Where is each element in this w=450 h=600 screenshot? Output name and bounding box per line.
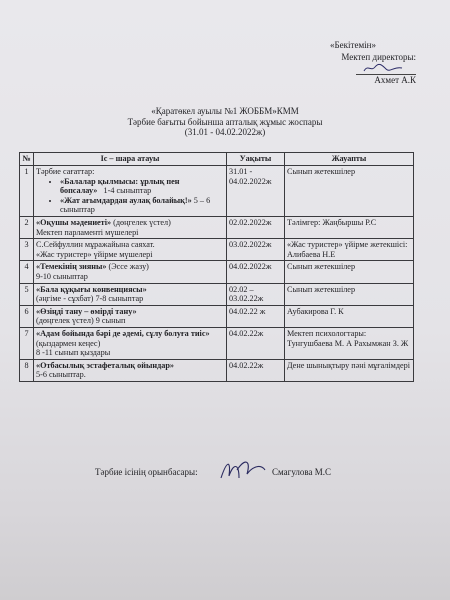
- row-number: 7: [20, 327, 34, 359]
- row-time: 31.01 - 04.02.2022ж: [227, 166, 285, 217]
- footer-signature-line: [95, 462, 425, 492]
- row-activity: «Отбасылық эстафеталық ойындар» 5-6 сыныптар.: [34, 359, 227, 381]
- row-responsible: Сынып жетекшілер: [285, 166, 414, 217]
- row-time: 04.02.22ж: [227, 359, 285, 381]
- approval-word: «Бекітемін»: [330, 40, 376, 50]
- row-responsible: Дене шынықтыру пәні мұғалімдері: [285, 359, 414, 381]
- title-school: «Қаратөкел ауылы №1 ЖОББМ»КММ: [151, 106, 299, 116]
- header-activity: Іс – шара атауы: [34, 153, 227, 166]
- table-row: [20, 216, 414, 238]
- table-row: [20, 327, 414, 359]
- table-row: [20, 359, 414, 381]
- table-row: [20, 283, 414, 305]
- document-title: [0, 106, 450, 138]
- approval-block: [296, 40, 416, 86]
- row-number: 8: [20, 359, 34, 381]
- row-responsible: «Жас туристер» үйірме жетекшісі: Алибаева Н.Е: [285, 239, 414, 261]
- row-number: 1: [20, 166, 34, 217]
- activity-bullet: • «Балалар қылмысы: ұрлық пен бопсалау» 1-4 сыныптар: [60, 177, 224, 196]
- activity-bullet: • «Жат ағымдардан аулақ болайық!» 5 – 6 сыныптар: [60, 196, 224, 215]
- row-responsible: Аубакирова Г. К: [285, 305, 414, 327]
- director-name: Ахмет А.К: [374, 74, 416, 85]
- row-time: 03.02.2022ж: [227, 239, 285, 261]
- table-header-row: [20, 153, 414, 166]
- header-number: №: [20, 153, 34, 166]
- director-signature: [356, 65, 416, 75]
- row-number: 3: [20, 239, 34, 261]
- row-time: 02.02 – 03.02.22ж: [227, 283, 285, 305]
- deputy-name: Смагулова М.С: [272, 467, 332, 477]
- row-time: 04.02.22 ж: [227, 305, 285, 327]
- table-row: [20, 261, 414, 283]
- row-activity: «Өзіңді тану – өмірді тану» (дөңгелек үстел) 9 сынып: [34, 305, 227, 327]
- row-activity: «Бала құқығы конвенциясы» (әңгіме - сұхбат) 7-8 сыныптар: [34, 283, 227, 305]
- title-plan: Тәрбие бағыты бойынша апталық жұмыс жоспары: [127, 116, 323, 127]
- row-responsible: Мектеп психологтары: Тунгушбаева М. А Рахымжан З. Ж: [285, 327, 414, 359]
- row-responsible: Сынып жетекшілер: [285, 261, 414, 283]
- row-activity: «Адам бойында бәрі де әдемі, сұлу болуға тиіс» (қыздармен кеңес) 8 -11 сынып қыздары: [34, 327, 227, 359]
- row-time: 02.02.2022ж: [227, 216, 285, 238]
- row-number: 4: [20, 261, 34, 283]
- plan-table: [19, 152, 414, 382]
- row-time: 04.02.2022ж: [227, 261, 285, 283]
- deputy-signature: [217, 456, 269, 488]
- table-row: [20, 239, 414, 261]
- header-time: Уақыты: [227, 153, 285, 166]
- table-row: [20, 166, 414, 217]
- row-responsible: Тәлімгер: Жаңбыршы Р.С: [285, 216, 414, 238]
- row-number: 2: [20, 216, 34, 238]
- approval-role: Мектеп директоры:: [341, 51, 416, 62]
- row-activity: «Оқушы мәдениеті» (дөңгелек үстел) Мектеп парламенті мүшелері: [34, 216, 227, 238]
- title-period: (31.01 - 04.02.2022ж): [184, 127, 266, 137]
- activity-lead: Тәрбие сағаттар:: [36, 167, 95, 176]
- row-activity: «Темекінің зияны» (Эссе жазу) 9-10 сыныптар: [34, 261, 227, 283]
- row-activity: С.Сейфуллин мұражайына саяхат. «Жас туристер» үйірме мүшелері: [34, 239, 227, 261]
- header-responsible: Жауапты: [285, 153, 414, 166]
- row-time: 04.02.22ж: [227, 327, 285, 359]
- row-number: 5: [20, 283, 34, 305]
- row-activity: [34, 166, 227, 217]
- table-row: [20, 305, 414, 327]
- row-responsible: Сынып жетекшілер: [285, 283, 414, 305]
- row-number: 6: [20, 305, 34, 327]
- deputy-label: Тәрбие ісінің орынбасары:: [95, 467, 198, 477]
